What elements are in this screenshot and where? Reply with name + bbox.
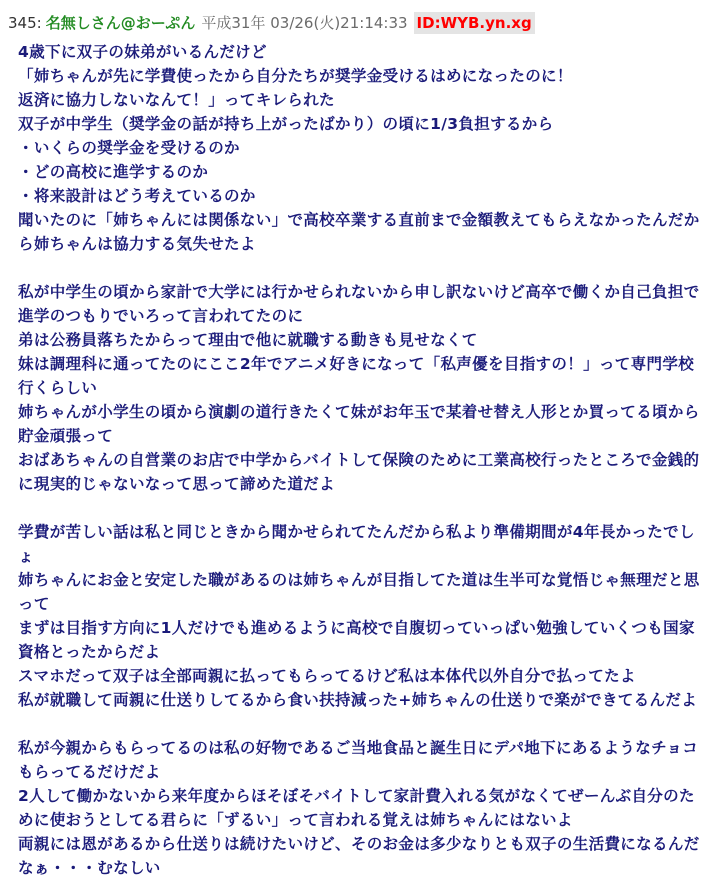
post-body-line: 妹は調理科に通ってたのにここ2年でアニメ好きになって「私声優を目指すの！」って専門学校 bbox=[18, 355, 695, 373]
poster-id[interactable]: ID:WYB.yn.xg bbox=[414, 12, 535, 34]
post-body-line: って bbox=[18, 595, 50, 613]
post-body-line: まずは目指す方向に1人だけでも進めるように高校で自腹切っていっぱい勉強していくつも国家 bbox=[18, 619, 695, 637]
post-body-line: 学費が苦しい話は私と同じときから聞かせられてたんだから私より準備期間が4年長かったでし bbox=[18, 523, 695, 541]
post-body-line: おばあちゃんの自営業のお店で中学からバイトして保険のために工業高校行ったところで金銭的 bbox=[18, 451, 700, 469]
post-body-line: なぁ・・・むなしい bbox=[18, 859, 161, 877]
post-body-line: ・いくらの奨学金を受けるのか bbox=[18, 139, 240, 157]
post-body-line: 私が就職して両親に仕送りしてるから食い扶持減った+姉ちゃんの仕送りで楽ができてるんだよ bbox=[18, 691, 698, 709]
post-number[interactable]: 345: bbox=[8, 14, 42, 32]
post-body-line: 姉ちゃんにお金と安定した職があるのは姉ちゃんが目指してた道は生半可な覚悟じゃ無理だと思 bbox=[18, 571, 700, 589]
post-body-line: 2人して働かないから来年度からほそぼそバイトして家計費入れる気がなくてぜーんぶ自分のた bbox=[18, 787, 695, 805]
post-body-line: ・どの高校に進学するのか bbox=[18, 163, 209, 181]
post-body-line: 行くらしい bbox=[18, 379, 98, 397]
post-body-line: スマホだって双子は全部両親に払ってもらってるけど私は本体代以外自分で払ってたよ bbox=[18, 667, 636, 685]
post-body-line: もらってるだけだよ bbox=[18, 763, 161, 781]
post-body-line: 私が中学生の頃から家計で大学には行かせられないから申し訳ないけど高卒で働くか自己負担で bbox=[18, 283, 700, 301]
post-timestamp: 平成31年 03/26(火)21:14:33 bbox=[201, 14, 408, 32]
paragraph-break bbox=[18, 256, 712, 280]
post-body-line: 進学のつもりでいろって言われてたのに bbox=[18, 307, 304, 325]
post-body bbox=[18, 40, 712, 880]
post-body-line: 聞いたのに「姉ちゃんには関係ない」で高校卒業する直前まで金額教えてもらえなかったんだか bbox=[18, 211, 700, 229]
post-body-line: 資格とったからだよ bbox=[18, 643, 161, 661]
post-body-line: 4歳下に双子の妹弟がいるんだけど bbox=[18, 43, 267, 61]
post-body-line: 私が今親からもらってるのは私の好物であるご当地食品と誕生日にデパ地下にあるようなチョコ bbox=[18, 739, 699, 757]
post-body-line: 「姉ちゃんが先に学費使ったから自分たちが奨学金受けるはめになったのに！ bbox=[18, 67, 573, 85]
post-body-line: ・将来設計はどう考えているのか bbox=[18, 187, 256, 205]
paragraph-break bbox=[18, 712, 712, 736]
poster-name: 名無しさん@おーぷん bbox=[45, 14, 196, 32]
post-body-line: めに使おうとしてる君らに「ずるい」って言われる覚えは姉ちゃんにはないよ bbox=[18, 811, 573, 829]
post-body-line: 返済に協力しないなんて！」ってキレられた bbox=[18, 91, 335, 109]
post-body-line: 双子が中学生（奨学金の話が持ち上がったばかり）の頃に1/3負担するから bbox=[18, 115, 554, 133]
post-body-line: に現実的じゃないなって思って諦めた道だよ bbox=[18, 475, 336, 493]
post-body-line: 姉ちゃんが小学生の頃から演劇の道行きたくて妹がお年玉で某着せ替え人形とか買ってる頃から bbox=[18, 403, 700, 421]
post-body-line: ら姉ちゃんは協力する気失せたよ bbox=[18, 235, 256, 253]
post-header bbox=[8, 12, 535, 34]
post-body-line: 両親には恩があるから仕送りは続けたいけど、そのお金は多少なりとも双子の生活費になるんだ bbox=[18, 835, 700, 853]
post-body-line: ょ bbox=[18, 547, 34, 565]
post-body-line: 弟は公務員落ちたからって理由で他に就職する動きも見せなくて bbox=[18, 331, 478, 349]
paragraph-break bbox=[18, 496, 712, 520]
post-body-line: 貯金頑張って bbox=[18, 427, 114, 445]
